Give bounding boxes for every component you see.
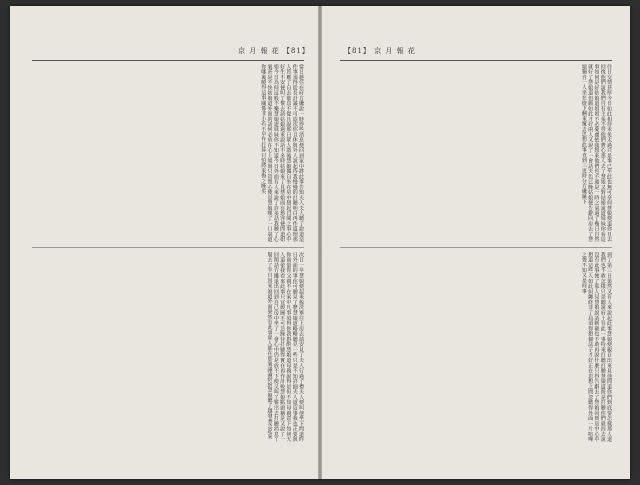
- left-section-divider: [32, 247, 304, 248]
- left-header-rule: [32, 60, 304, 61]
- right-page: [322, 6, 630, 479]
- right-header-rule: [340, 60, 612, 61]
- right-lower-text-block: 到了第三日果然又有人來說起此事慧娘便親自出來見他問道你們到底要怎樣那人道我們也不敢怎樣只是聽說府上有此一事特來打聽打聽慧娘道既是打聽你們就回去說沒有此事便了那人見慧娘說話斬截也不敢再說什麼只得告辭去了慧娘回到房中心中想道這些人如此糾纏終非了局須得想個法子才好正在思想之間忽聽得外面一片喧嘩之聲不知又是何事: [580, 252, 612, 442]
- left-lower-text-block: 次日一早慧娘便起來梳洗畢往上房去請安見了夫人行過了禮夫人便叫他坐下問道昨日外面的事你可聽見了麼慧娘道略略聽見一些只是不知詳細夫人道這事我也正要與你商量你父親不在家中凡事須得你我斟酌慧娘道母親說得是但不知母親意下如何夫人道依我看來此事只宜緩圖不可急躁待打聽得實在再作計較慧娘點頭稱是又說了一回閑話方纔退出回到自己房中坐了一會心中仍是放不下便又叫丫鬟出去打聽消息丫鬟去了半日回來說道外面果然有此事眾人都在那裏議論紛紛慧娘聽了越發著急起來: [266, 252, 304, 442]
- right-page-header: 【81】 京 月 報 花: [344, 47, 416, 55]
- left-page-header: 京 月 報 花 【81】: [238, 47, 310, 55]
- left-upper-text-block: 當日趁住在府方纔說一時得些消息便回到家中將此事告知夫人夫人聽了說道這件事須得從長計議不可造次你且休與外人說起待我慢慢的打聽明白再作道理那人答應了自去歇息不提且說那日眾人散後慧娘獨自坐在房中想起日間之事心中好生不安便叫丫鬟去請姑娘過來說話不多時姑娘來了見慧娘面有愁容便問道姐姐今日為何這般不樂慧娘道妹妹你不知道今日外面有人來說了許多話我聽了心裏甚是不快姑娘道外面的話何必放在心上姐姐只管寬心便是慧娘嘆了一口氣道你哪裏曉得這事關係非小若不早作打算只怕將來悔之晚矣: [260, 64, 304, 242]
- right-section-divider: [340, 247, 612, 248]
- left-page: [10, 6, 318, 479]
- book-spread: [10, 6, 630, 479]
- right-upper-text-block: 往日交情甚厚今日如此相待未免太過只是事已至此也無可奈何慧娘便道你且去回復他們說我們自有主張不勞他們費心那人去了慧娘又對姑娘說道妹妹你看這事如何是好姑娘道姐姐不必憂慮依我想來他們也不過是一時之氣過了幾日自然就好了慧娘道但願如此才好兩人又說了一會話天色已晚姑娘便告辭回房去了慧娘獨自一人坐在燈下翻來覆去思想此事直到三更時分方纔睡下: [580, 64, 612, 242]
